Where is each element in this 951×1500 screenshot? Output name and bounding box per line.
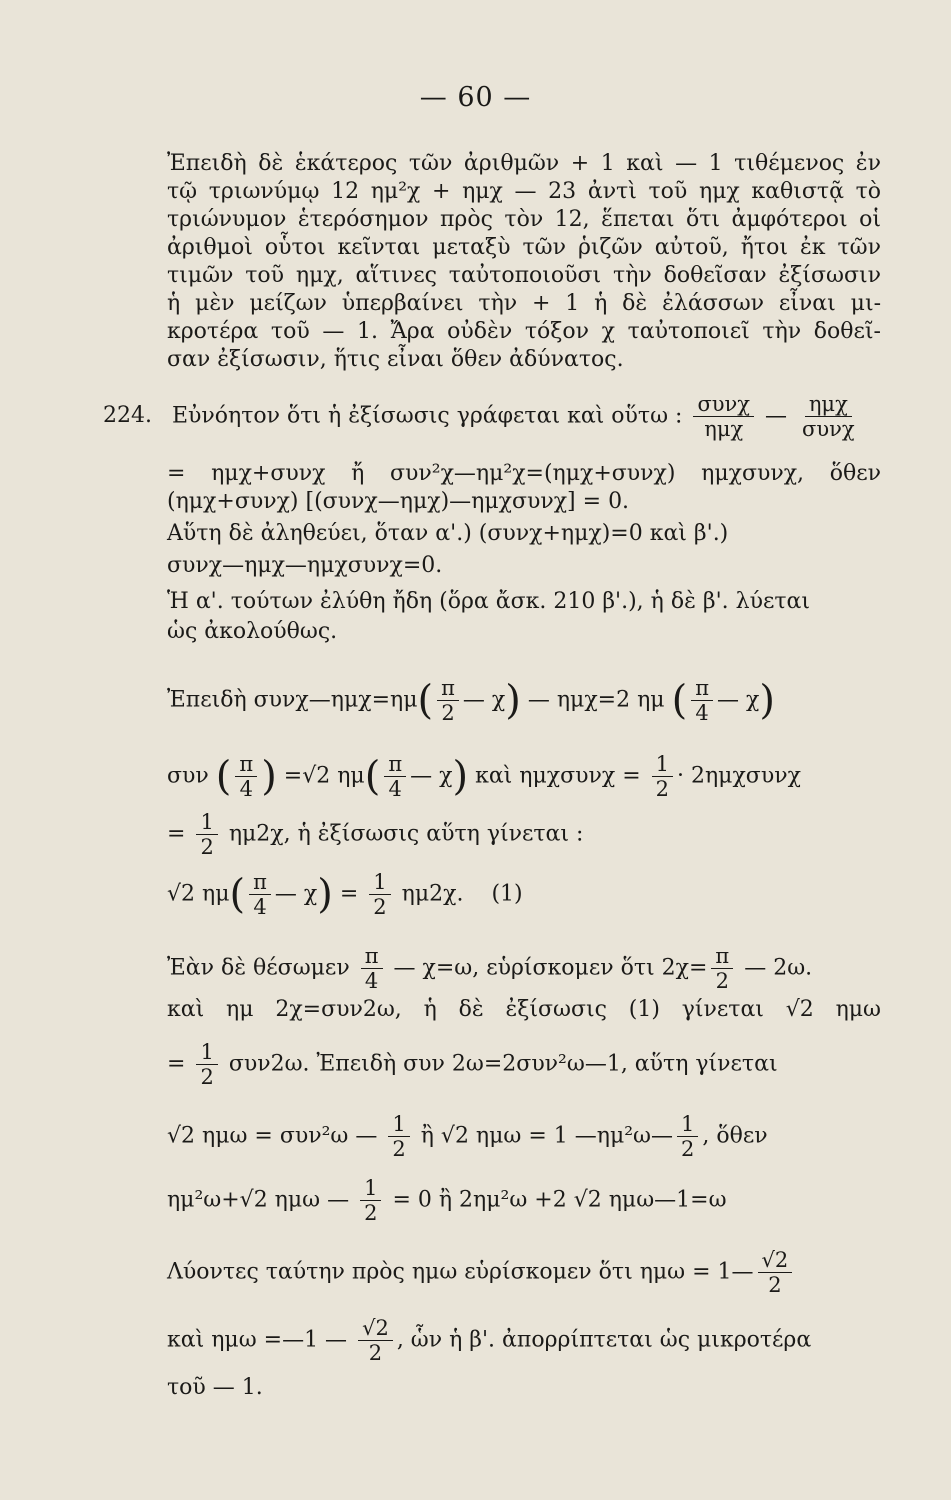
text-line: Ἐπειδὴ δὲ ἑκάτερος τῶν ἀριθμῶν + 1 καὶ — 1 τιθέμενος ἐν <box>167 151 881 176</box>
fraction: $\frac{\text{ημχ}}{\text{συνχ}}$ <box>802 392 855 441</box>
text-line: Αὕτη δὲ ἀληθεύει, ὅταν α'.) (συνχ+ημχ)=0 καὶ β'.) <box>167 521 729 546</box>
text-line: σαν ἐξίσωσιν, ἥτις εἶναι ὅθεν ἀδύνατος. <box>167 347 624 372</box>
text-line: συνχ—ημχ—ημχσυνχ=0. <box>167 553 443 578</box>
equation-line: καὶ ημω =—1 — $\frac{√2}{2}$ , ὧν ἡ β'. ἀπορρίπτεται ὡς μικροτέρα <box>167 1316 812 1365</box>
text-line: ὡς ἀκολούθως. <box>167 619 338 644</box>
section-number: 224. <box>103 403 152 428</box>
equation-line: συν ( $\frac{\pi}{4}$ ) =√2 ημ( $\frac{\pi}{4}$ — χ) καὶ ημχσυνχ = $\frac{1}{2}$ · 2ημχσυνχ <box>167 752 801 801</box>
equation-line: Λύοντες ταύτην πρὸς ημω εὑρίσκομεν ὅτι ημω = 1— $\frac{√2}{2}$ <box>167 1248 881 1297</box>
text-line: (ημχ+συνχ) [(συνχ—ημχ)—ημχσυνχ] = 0. <box>167 489 630 514</box>
page-number: — 60 — <box>419 82 532 113</box>
equation-line: Ἐπειδὴ συνχ—ημχ=ημ( $\frac{\pi}{2}$ — χ) — ημχ=2 ημ ( $\frac{\pi}{4}$ — χ) <box>167 676 775 725</box>
text-line: Ἡ α'. τούτων ἐλύθη ἤδη (ὅρα ἄσκ. 210 β'.), ἡ δὲ β'. λύεται <box>167 589 810 614</box>
equation-line: = $\frac{1}{2}$ ημ2χ, ἡ ἐξίσωσις αὕτη γίνεται : <box>167 810 584 859</box>
text-line: τριώνυμον ἑτερόσημον πρὸς τὸν 12, ἕπεται ὅτι ἀμφότεροι οἱ <box>167 207 881 232</box>
equation-line: Ἐὰν δὲ θέσωμεν $\frac{\pi}{4}$ — χ=ω, εὑρίσκομεν ὅτι 2χ= $\frac{\pi}{2}$ — 2ω. <box>167 944 813 993</box>
equation-tag: (1) <box>491 881 523 907</box>
equation-line: ημ²ω+√2 ημω — $\frac{1}{2}$ = 0 ἢ 2ημ²ω +2 √2 ημω—1=ω <box>167 1176 727 1225</box>
text-line: κροτέρα τοῦ — 1. Ἄρα οὐδὲν τόξον χ ταὐτοποιεῖ τὴν δοθεῖ- <box>167 319 881 344</box>
text-line: = ημχ+συνχ ἤ συν²χ—ημ²χ=(ημχ+συνχ) ημχσυνχ, ὅθεν <box>167 461 881 486</box>
equation-line: √2 ημω = συν²ω — $\frac{1}{2}$ ἢ √2 ημω = 1 —ημ²ω— $\frac{1}{2}$ , ὅθεν <box>167 1112 768 1161</box>
text-line: τοῦ — 1. <box>167 1375 263 1400</box>
text-line: ἡ μὲν μείζων ὑπερβαίνει τὴν + 1 ἡ δὲ ἐλάσσων εἶναι μι- <box>167 291 881 316</box>
text-line: ἀριθμοὶ οὗτοι κεῖνται μεταξὺ τῶν ῥιζῶν αὐτοῦ, ἤτοι ἐκ τῶν <box>167 235 881 260</box>
equation-line: = $\frac{1}{2}$ συν2ω. Ἐπειδὴ συν 2ω=2συν²ω—1, αὕτη γίνεται <box>167 1040 778 1089</box>
text-line: καὶ ημ 2χ=συν2ω, ἡ δὲ ἐξίσωσις (1) γίνεται √2 ημω <box>167 997 881 1022</box>
text-line: τῷ τριωνύμῳ 12 ημ²χ + ημχ — 23 ἀντὶ τοῦ ημχ καθιστᾷ τὸ <box>167 179 881 204</box>
section-224-equation: Εὐνόητον ὅτι ἡ ἐξίσωσις γράφεται καὶ οὕτω : $\frac{\text{συνχ}}{\text{ημχ}}$ — $\frac{\text{ημχ}}{\text{συνχ}}$ <box>172 392 881 441</box>
equation-line: √2 ημ( $\frac{\pi}{4}$ — χ) = $\frac{1}{2}$ ημ2χ. (1) <box>167 870 523 919</box>
text-line: τιμῶν τοῦ ημχ, αἵτινες ταὐτοποιοῦσι τὴν δοθεῖσαν ἐξίσωσιν <box>167 263 881 288</box>
fraction: $\frac{\text{συνχ}}{\text{ημχ}}$ <box>693 392 754 441</box>
section-intro: Εὐνόητον ὅτι ἡ ἐξίσωσις γράφεται καὶ οὕτω : <box>172 403 683 429</box>
